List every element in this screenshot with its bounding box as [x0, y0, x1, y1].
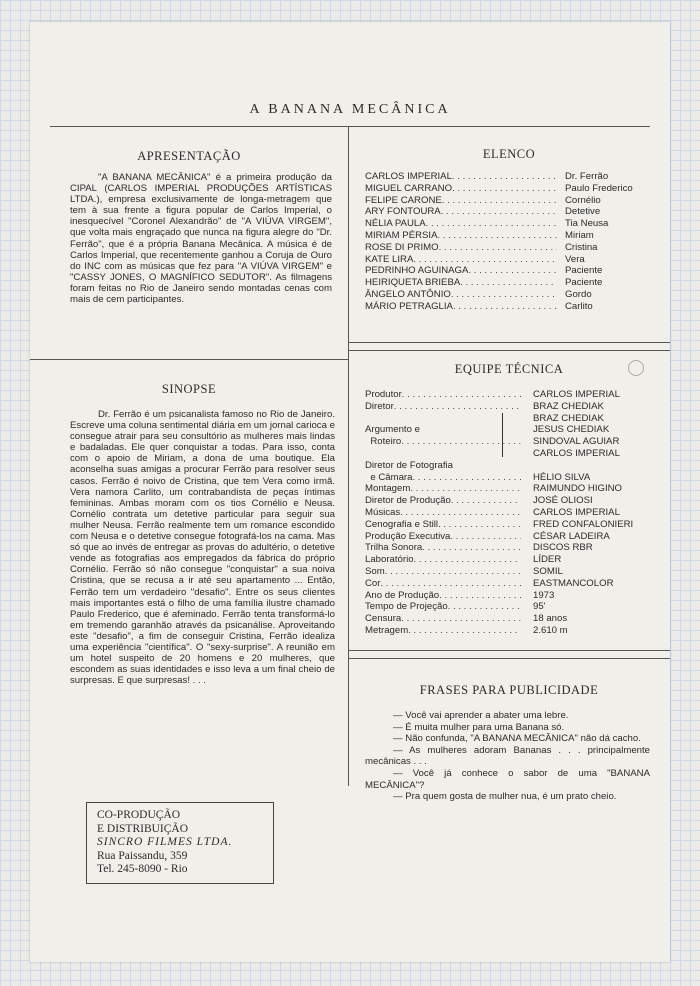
equipe-row — [365, 625, 655, 637]
coproducao-phone: Tel. 245-8090 - Rio — [97, 863, 188, 875]
elenco-actor: MIRIAM PÉRSIA — [365, 229, 438, 241]
elenco-row — [365, 171, 655, 183]
equipe-value: 18 anos — [533, 613, 568, 625]
equipe-value: 1973 — [533, 589, 555, 601]
coproducao-address: Rua Paissandu, 359 — [97, 849, 188, 862]
dot-leader — [441, 206, 557, 218]
elenco-row — [365, 301, 655, 313]
equipe-role-label: Ano de Produção — [365, 589, 440, 601]
dot-leader — [422, 542, 521, 554]
equipe-role-label: Metragem — [365, 624, 409, 636]
page-sheet — [30, 22, 670, 962]
dot-leader — [385, 566, 521, 578]
dot-leader — [400, 507, 521, 519]
dot-leader — [408, 625, 521, 637]
elenco-role: Dr. Ferrão — [565, 171, 609, 182]
right-divider-rule-4 — [348, 658, 670, 659]
elenco-actor: MIGUEL CARRANO — [365, 182, 453, 194]
dot-leader — [401, 613, 521, 625]
elenco-actor: FELIPE CARONE — [365, 194, 442, 206]
equipe-row — [365, 389, 655, 401]
frase-item: — Pra quem gosta de mulher nua, é um prato cheio. — [393, 791, 617, 803]
roteiro-brace — [502, 413, 508, 457]
equipe-row — [365, 566, 655, 578]
elenco-actor: ARY FONTOURA — [365, 206, 441, 218]
elenco-role: Paulo Frederico — [565, 182, 633, 194]
equipe-list — [365, 389, 655, 637]
equipe-value: SINDOVAL AGUIAR — [533, 436, 620, 448]
equipe-value: JESUS CHEDIAK — [533, 424, 610, 436]
frase-item: — Você já conhece o sabor de uma "BANANA MECÂNICA"? — [365, 767, 650, 791]
equipe-role-label: e Câmara — [365, 471, 413, 483]
equipe-role-label: Produtor — [365, 389, 402, 400]
equipe-row — [365, 542, 655, 554]
coproducao-line1: CO-PRODUÇÃO — [97, 809, 181, 821]
elenco-actor: CARLOS IMPERIAL — [365, 171, 452, 182]
dot-leader — [365, 448, 521, 460]
dot-leader — [380, 578, 521, 590]
dot-leader — [414, 554, 521, 566]
equipe-role-label: Músicas — [365, 506, 401, 518]
equipe-role-label: Tempo de Projeção — [365, 601, 448, 613]
equipe-role-label: Roteiro — [365, 436, 402, 448]
elenco-actor: PEDRINHO AGUINAGA — [365, 265, 469, 277]
dot-leader — [402, 389, 521, 401]
equipe-value: CARLOS IMPERIAL — [533, 506, 620, 518]
elenco-actor: HEIRIQUETA BRIEBA — [365, 277, 461, 289]
elenco-actor: ÂNGELO ANTÔNIO — [365, 288, 451, 300]
elenco-actor: MÁRIO PETRAGLIA — [365, 300, 453, 312]
elenco-row — [365, 265, 655, 277]
right-divider-rule-3 — [348, 650, 670, 651]
equipe-row — [365, 436, 655, 448]
dot-leader — [394, 401, 521, 413]
equipe-row — [365, 601, 655, 613]
dot-leader — [453, 301, 557, 313]
equipe-value: RAIMUNDO HIGINO — [533, 483, 623, 495]
dot-leader — [448, 601, 521, 613]
apresentacao-text: "A BANANA MECÂNICA" é a primeira produção da CIPAL (CARLOS IMPERIAL PRODUÇÕES ARTÍSTICAS LTDA.), empresa exclusivamente de longa-metragem que tem à sua frente a figura popular de Carlos Imperial, o inesquecível "Coronel Alexandrão" de "A VIÚVA VIRGEM", que volta mais engraçado que nunca na figura alegre do "Dr. Ferrão", que é a própria Banana Mecânica. A música é de Carlos Imperial, que recentemente ganhou a Coruja de Ouro do INC com as músicas que fez para "A VIÚVA VIRGEM" e "CASSY JONES, O MAGNÍFICO SEDUTOR". As filmagens foram feitas no Rio de Janeiro sendo montadas cenas com mais de cem participantes. — [70, 172, 332, 306]
equipe-value: EASTMANCOLOR — [533, 577, 614, 589]
dot-leader — [468, 265, 557, 277]
equipe-role-label: Diretor — [365, 400, 394, 412]
equipe-value: HÉLIO SILVA — [533, 471, 591, 483]
equipe-value: SOMIL — [533, 565, 563, 577]
equipe-value: DISCOS RBR — [533, 542, 593, 554]
elenco-list — [365, 171, 655, 313]
elenco-row — [365, 195, 655, 207]
elenco-role: Gordo — [565, 288, 592, 300]
dot-leader — [451, 289, 557, 301]
dot-leader — [460, 277, 557, 289]
elenco-row — [365, 183, 655, 195]
elenco-role: Vera — [565, 253, 585, 265]
dot-leader — [439, 242, 557, 254]
equipe-row — [365, 460, 655, 472]
dot-leader — [365, 413, 521, 425]
equipe-row — [365, 483, 655, 495]
dot-leader — [453, 460, 521, 472]
equipe-value: CARLOS IMPERIAL — [533, 389, 620, 400]
right-divider-rule-2 — [348, 350, 670, 351]
equipe-row — [365, 519, 655, 531]
equipe-value: 95' — [533, 601, 546, 613]
equipe-role-label: Cenografia e Still — [365, 518, 439, 530]
elenco-row — [365, 230, 655, 242]
left-divider-rule — [30, 359, 348, 360]
elenco-role: Miriam — [565, 229, 594, 241]
equipe-row — [365, 495, 655, 507]
equipe-role-label: Diretor de Fotografia — [365, 459, 453, 471]
equipe-row — [365, 578, 655, 590]
elenco-row — [365, 242, 655, 254]
equipe-role-label: Argumento e — [365, 424, 420, 436]
equipe-role-label: Trilha Sonora — [365, 542, 423, 554]
equipe-value: FRED CONFALONIERI — [533, 518, 634, 530]
elenco-role: Cristina — [565, 241, 598, 253]
frase-item: — Você vai aprender a abater uma lebre. — [393, 710, 569, 721]
equipe-value — [533, 460, 655, 472]
equipe-row — [365, 401, 655, 413]
elenco-role: Tia Neusa — [565, 218, 609, 230]
coproducao-box — [86, 802, 274, 884]
equipe-value: BRAZ CHEDIAK — [533, 412, 604, 424]
equipe-row — [365, 554, 655, 566]
equipe-value: CARLOS IMPERIAL — [533, 447, 620, 459]
elenco-role: Paciente — [565, 265, 603, 277]
dot-leader — [442, 195, 557, 207]
equipe-role-label: Som — [365, 565, 385, 577]
coproducao-line2: E DISTRIBUIÇÃO — [97, 822, 189, 835]
equipe-role-label: Censura — [365, 613, 402, 625]
dot-leader — [439, 590, 521, 602]
elenco-role: Carlito — [565, 300, 593, 312]
equipe-row — [365, 590, 655, 602]
equipe-role-label: Montagem — [365, 483, 411, 495]
dot-leader — [452, 171, 557, 183]
page-title: A BANANA MECÂNICA — [249, 102, 451, 117]
sinopse-heading: SINOPSE — [161, 382, 217, 396]
equipe-role-label: Diretor de Produção — [365, 495, 451, 507]
elenco-row — [365, 289, 655, 301]
coproducao-company: SINCRO FILMES LTDA. — [97, 836, 233, 848]
equipe-value: CÉSAR LADEIRA — [533, 530, 610, 542]
elenco-row — [365, 277, 655, 289]
elenco-role: Paciente — [565, 277, 603, 289]
equipe-value: JOSÉ OLIOSI — [533, 495, 593, 507]
frase-item: — As mulheres adoram Bananas . . . principalmente mecânicas . . . — [365, 744, 650, 768]
equipe-row — [365, 448, 655, 460]
equipe-row — [365, 507, 655, 519]
equipe-heading: EQUIPE TÉCNICA — [454, 362, 564, 376]
elenco-row — [365, 254, 655, 266]
dot-leader — [410, 483, 521, 495]
apresentacao-heading: APRESENTAÇÃO — [137, 149, 241, 163]
dot-leader — [438, 230, 558, 242]
dot-leader — [452, 183, 557, 195]
elenco-actor: KATE LIRA — [365, 253, 414, 265]
equipe-row — [365, 413, 655, 425]
equipe-value: BRAZ CHEDIAK — [533, 400, 604, 412]
dot-leader — [438, 519, 521, 531]
equipe-row — [365, 531, 655, 543]
equipe-value: 2.610 m — [533, 624, 568, 636]
dot-leader — [426, 218, 557, 230]
equipe-row — [365, 613, 655, 625]
right-divider-rule-1 — [348, 342, 670, 343]
dot-leader — [451, 495, 521, 507]
elenco-role: Detetive — [565, 206, 601, 218]
dot-leader — [450, 531, 521, 543]
equipe-role-label: Produção Executiva — [365, 530, 451, 542]
dot-leader — [412, 472, 521, 484]
equipe-value: LÍDER — [533, 554, 562, 566]
clip-mark-icon — [628, 360, 644, 376]
elenco-row — [365, 218, 655, 230]
elenco-actor: ROSE DI PRIMO — [365, 241, 439, 253]
equipe-role-label: Laboratório — [365, 554, 414, 566]
frases-heading: FRASES PARA PUBLICIDADE — [419, 683, 599, 697]
sinopse-text: Dr. Ferrão é um psicanalista famoso no Rio de Janeiro. Escreve uma coluna sentimental diária em um jornal carioca e consegue atrair para seu consultório as mulheres mais lindas e badaladas. Ele quer conquistar a todas. Para isso, conta com o apoio de Miriam, a dona de uma boutique. Ela aconselha suas amigas a procurar Ferrão para resolver seus casos. Ferrão é noivo de Cristina, que tem Vera como irmã. Vera namora Carlito, um contrabandista de peças íntimas femininas. Ambas moram com os tios Cornélio e Neusa. Cornélio contrata um detetive particular para seguir sua mulher Neusa. Ferrão realmente tem um romance escondido com Neusa e o detetive consegue fotografá-los na cama. Mas só que ao invés de entregar as provas do adultério, o detetive vende as fotografias aos empregados da fábrica do próprio Cornélio. Ferrão só não consegue "conquistar" a sua noiva Cristina, que se recusa a ir até seu apartamento ... Então, Ferrão tem um verdadeiro "desafio". Entre os seus clientes mais importantes está o filho de uma família ilustre chamado Paulo Frederico, que é afeminado. Ferrão tenta transformá-lo em tremendo garanhão através da psicanálise. Aproveitando este "desafio", a fim de conseguir Cristina, Ferrão idealiza uma experiência "científica". O "sexy-surprise". A reunião em um hotel suspeito de 20 homens e 20 mulheres, que escondem as suas identidades e isso leva a um final cheio de surpresas. E que surpresas! . . . — [70, 409, 335, 687]
dot-leader — [413, 254, 557, 266]
frase-item: — É muita mulher para uma Banana só. — [393, 721, 565, 733]
elenco-row — [365, 206, 655, 218]
elenco-heading: ELENCO — [482, 147, 536, 161]
frases-list — [365, 710, 650, 803]
frase-item: — Não confunda, "A BANANA MECÂNICA" não dá cacho. — [393, 733, 641, 745]
elenco-actor: NÉLIA PAULA — [365, 218, 426, 230]
equipe-role-label: Cor — [365, 577, 381, 589]
top-rule — [50, 126, 650, 127]
equipe-row — [365, 472, 655, 484]
elenco-role: Cornélio — [565, 194, 601, 206]
equipe-row — [365, 424, 655, 436]
